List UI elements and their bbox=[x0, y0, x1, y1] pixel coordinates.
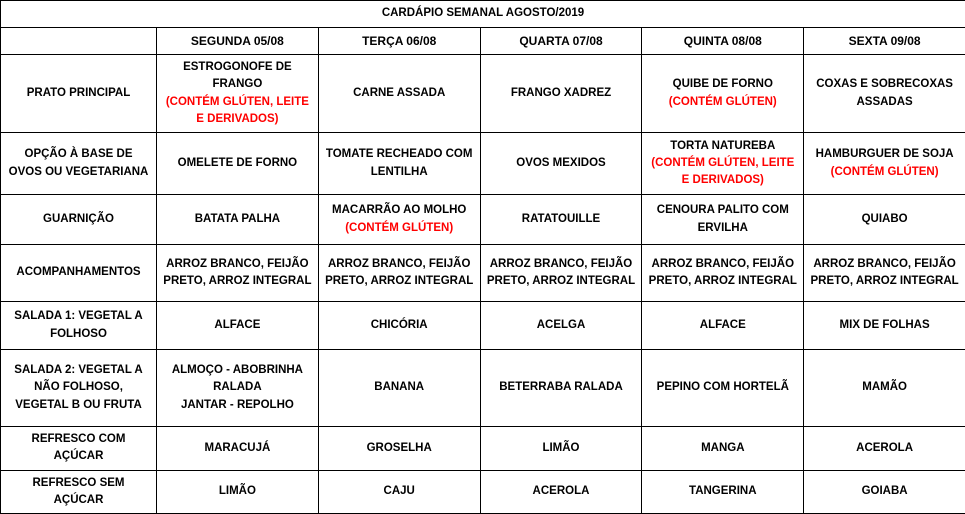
menu-cell bbox=[642, 302, 804, 350]
menu-cell bbox=[318, 245, 480, 302]
menu-cell bbox=[804, 133, 965, 195]
menu-item-text: COXAS E SOBRECOXAS ASSADAS bbox=[810, 76, 959, 111]
menu-cell bbox=[157, 427, 319, 471]
menu-cell bbox=[642, 245, 804, 302]
row-label: ACOMPANHAMENTOS bbox=[1, 245, 157, 302]
menu-cell bbox=[157, 133, 319, 195]
menu-item-text: ARROZ BRANCO, FEIJÃO PRETO, ARROZ INTEGRAL bbox=[487, 256, 636, 291]
menu-cell bbox=[157, 195, 319, 245]
menu-cell bbox=[642, 427, 804, 471]
menu-item-text: QUIBE DE FORNO bbox=[648, 76, 797, 93]
menu-cell bbox=[318, 427, 480, 471]
menu-cell bbox=[642, 470, 804, 514]
menu-item-text: QUIABO bbox=[810, 211, 959, 228]
menu-item-text: TOMATE RECHEADO COM LENTILHA bbox=[325, 146, 474, 181]
row-label: REFRESCO COM AÇÚCAR bbox=[1, 427, 157, 471]
menu-row bbox=[1, 133, 965, 195]
menu-cell bbox=[480, 350, 642, 427]
menu-item-text: BANANA bbox=[325, 379, 474, 396]
menu-row bbox=[1, 427, 965, 471]
menu-item-text: MAMÃO bbox=[810, 379, 959, 396]
menu-item-text: MACARRÃO AO MOLHO bbox=[325, 202, 474, 219]
page-title: CARDÁPIO SEMANAL AGOSTO/2019 bbox=[1, 1, 965, 28]
menu-cell bbox=[480, 470, 642, 514]
menu-item-text: CARNE ASSADA bbox=[325, 85, 474, 102]
day-header-cell: SEXTA 09/08 bbox=[804, 28, 965, 55]
menu-cell bbox=[804, 350, 965, 427]
menu-item-text: RATATOUILLE bbox=[487, 211, 636, 228]
menu-item-text: JANTAR - REPOLHO bbox=[163, 397, 312, 414]
menu-item-text: TANGERINA bbox=[648, 483, 797, 500]
menu-item-text: OVOS MEXIDOS bbox=[487, 155, 636, 172]
menu-item-text: ARROZ BRANCO, FEIJÃO PRETO, ARROZ INTEGRAL bbox=[163, 256, 312, 291]
menu-cell bbox=[804, 245, 965, 302]
menu-cell bbox=[318, 350, 480, 427]
menu-cell bbox=[480, 427, 642, 471]
allergen-note: (CONTÉM GLÚTEN, LEITE E DERIVADOS) bbox=[163, 94, 312, 129]
day-header-cell: QUARTA 07/08 bbox=[480, 28, 642, 55]
menu-row bbox=[1, 470, 965, 514]
menu-cell bbox=[318, 133, 480, 195]
menu-row bbox=[1, 302, 965, 350]
menu-cell bbox=[804, 55, 965, 133]
menu-cell bbox=[642, 350, 804, 427]
menu-item-text: ARROZ BRANCO, FEIJÃO PRETO, ARROZ INTEGRAL bbox=[325, 256, 474, 291]
menu-cell bbox=[480, 133, 642, 195]
menu-item-text: CAJU bbox=[325, 483, 474, 500]
menu-item-text: LIMÃO bbox=[487, 440, 636, 457]
menu-cell bbox=[318, 470, 480, 514]
row-label: REFRESCO SEM AÇÚCAR bbox=[1, 470, 157, 514]
corner-empty-cell bbox=[1, 28, 157, 55]
allergen-note: (CONTÉM GLÚTEN) bbox=[810, 164, 959, 181]
menu-cell bbox=[480, 302, 642, 350]
menu-item-text: MARACUJÁ bbox=[163, 440, 312, 457]
menu-cell bbox=[804, 302, 965, 350]
menu-cell bbox=[480, 195, 642, 245]
menu-cell bbox=[804, 195, 965, 245]
menu-cell bbox=[318, 302, 480, 350]
menu-item-text: FRANGO XADREZ bbox=[487, 85, 636, 102]
menu-item-text: TORTA NATUREBA bbox=[648, 138, 797, 155]
row-label: SALADA 1: VEGETAL A FOLHOSO bbox=[1, 302, 157, 350]
menu-row bbox=[1, 350, 965, 427]
menu-item-text: PEPINO COM HORTELÃ bbox=[648, 379, 797, 396]
menu-item-text: ARROZ BRANCO, FEIJÃO PRETO, ARROZ INTEGRAL bbox=[810, 256, 959, 291]
menu-item-text: GOIABA bbox=[810, 483, 959, 500]
row-label: OPÇÃO À BASE DE OVOS OU VEGETARIANA bbox=[1, 133, 157, 195]
menu-cell bbox=[642, 133, 804, 195]
menu-item-text: CHICÓRIA bbox=[325, 317, 474, 334]
menu-item-text: HAMBURGUER DE SOJA bbox=[810, 146, 959, 163]
menu-cell bbox=[804, 470, 965, 514]
menu-item-text: OMELETE DE FORNO bbox=[163, 155, 312, 172]
menu-cell bbox=[318, 195, 480, 245]
row-label: GUARNIÇÃO bbox=[1, 195, 157, 245]
menu-item-text: MIX DE FOLHAS bbox=[810, 317, 959, 334]
allergen-note: (CONTÉM GLÚTEN) bbox=[325, 220, 474, 237]
menu-item-text: ARROZ BRANCO, FEIJÃO PRETO, ARROZ INTEGRAL bbox=[648, 256, 797, 291]
menu-cell bbox=[804, 427, 965, 471]
menu-item-text: MANGA bbox=[648, 440, 797, 457]
row-label: PRATO PRINCIPAL bbox=[1, 55, 157, 133]
menu-cell bbox=[157, 350, 319, 427]
allergen-note: (CONTÉM GLÚTEN) bbox=[648, 94, 797, 111]
menu-row bbox=[1, 195, 965, 245]
day-header-cell: QUINTA 08/08 bbox=[642, 28, 804, 55]
menu-item-text: ALFACE bbox=[648, 317, 797, 334]
menu-item-text: ACELGA bbox=[487, 317, 636, 334]
menu-cell bbox=[157, 245, 319, 302]
menu-row bbox=[1, 55, 965, 133]
day-header-row bbox=[1, 28, 965, 55]
menu-cell bbox=[157, 55, 319, 133]
menu-row bbox=[1, 245, 965, 302]
menu-cell bbox=[480, 245, 642, 302]
allergen-note: (CONTÉM GLÚTEN, LEITE E DERIVADOS) bbox=[648, 155, 797, 190]
menu-item-text: LIMÃO bbox=[163, 483, 312, 500]
menu-cell bbox=[480, 55, 642, 133]
menu-cell bbox=[642, 195, 804, 245]
day-header-cell: SEGUNDA 05/08 bbox=[157, 28, 319, 55]
menu-cell bbox=[157, 470, 319, 514]
menu-item-text: ALFACE bbox=[163, 317, 312, 334]
menu-item-text: ESTROGONOFE DE FRANGO bbox=[163, 59, 312, 94]
menu-item-text: CENOURA PALITO COM ERVILHA bbox=[648, 202, 797, 237]
menu-cell bbox=[642, 55, 804, 133]
day-header-cell: TERÇA 06/08 bbox=[318, 28, 480, 55]
menu-item-text: ACEROLA bbox=[487, 483, 636, 500]
menu-item-text: GROSELHA bbox=[325, 440, 474, 457]
menu-item-text: ACEROLA bbox=[810, 440, 959, 457]
menu-item-text: BATATA PALHA bbox=[163, 211, 312, 228]
row-label: SALADA 2: VEGETAL A NÃO FOLHOSO, VEGETAL B OU FRUTA bbox=[1, 350, 157, 427]
title-row bbox=[1, 1, 965, 28]
menu-cell bbox=[157, 302, 319, 350]
menu-item-text: ALMOÇO - ABOBRINHA RALADA bbox=[163, 362, 312, 397]
menu-cell bbox=[318, 55, 480, 133]
menu-item-text: BETERRABA RALADA bbox=[487, 379, 636, 396]
